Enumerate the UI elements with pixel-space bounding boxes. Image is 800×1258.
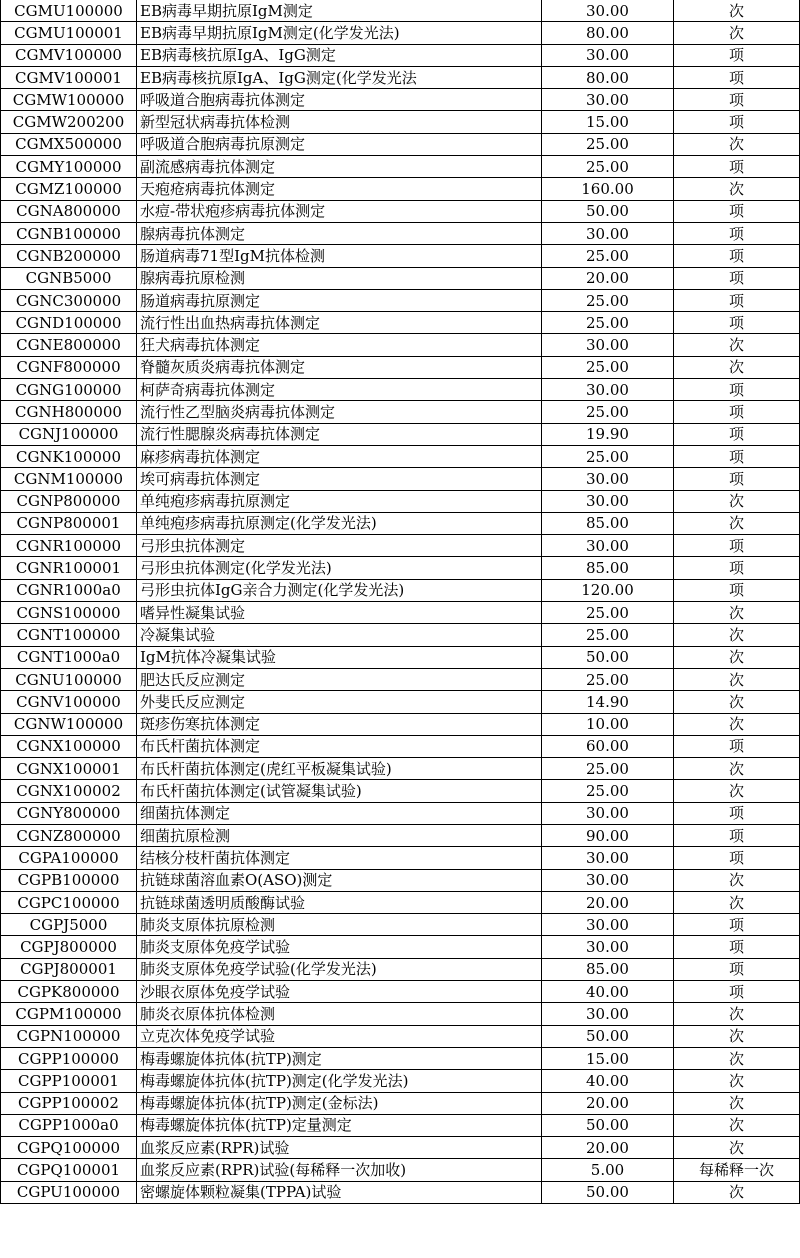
item-price-cell: 85.00 [542,557,674,579]
item-code-cell: CGMV100001 [1,66,137,88]
item-name-cell: 沙眼衣原体免疫学试验 [137,981,542,1003]
table-row [1,133,800,155]
item-code-cell: CGNB5000 [1,267,137,289]
table-row [1,602,800,624]
item-code-cell: CGMW100000 [1,89,137,111]
item-code-cell: CGMZ100000 [1,178,137,200]
item-name-cell: 副流感病毒抗体测定 [137,156,542,178]
item-unit-cell: 项 [674,557,800,579]
table-row [1,981,800,1003]
table-row [1,624,800,646]
item-name-cell: 狂犬病毒抗体测定 [137,334,542,356]
item-code-cell: CGPJ800001 [1,958,137,980]
item-unit-cell: 次 [674,691,800,713]
item-unit-cell: 项 [674,824,800,846]
item-name-cell: EB病毒早期抗原IgM测定(化学发光法) [137,22,542,44]
item-code-cell: CGNK100000 [1,445,137,467]
item-unit-cell: 项 [674,423,800,445]
item-price-cell: 25.00 [542,445,674,467]
table-row [1,312,800,334]
item-price-cell: 30.00 [542,44,674,66]
item-unit-cell: 项 [674,267,800,289]
item-unit-cell: 次 [674,624,800,646]
item-price-cell: 15.00 [542,1047,674,1069]
item-name-cell: 立克次体免疫学试验 [137,1025,542,1047]
item-price-cell: 15.00 [542,111,674,133]
item-price-cell: 25.00 [542,356,674,378]
item-name-cell: 密螺旋体颗粒凝集(TPPA)试验 [137,1181,542,1203]
item-price-cell: 30.00 [542,535,674,557]
table-row [1,334,800,356]
item-unit-cell: 项 [674,245,800,267]
item-price-cell: 25.00 [542,312,674,334]
table-row [1,758,800,780]
item-code-cell: CGNV100000 [1,691,137,713]
item-code-cell: CGNE800000 [1,334,137,356]
item-name-cell: 斑疹伤寒抗体测定 [137,713,542,735]
item-name-cell: 梅毒螺旋体抗体(抗TP)定量测定 [137,1114,542,1136]
item-price-cell: 20.00 [542,267,674,289]
item-code-cell: CGNX100001 [1,758,137,780]
item-price-cell: 5.00 [542,1159,674,1181]
item-name-cell: 抗链球菌透明质酸酶试验 [137,891,542,913]
item-unit-cell: 次 [674,646,800,668]
item-unit-cell: 项 [674,535,800,557]
item-code-cell: CGPU100000 [1,1181,137,1203]
table-row [1,1047,800,1069]
item-name-cell: 腺病毒抗体测定 [137,222,542,244]
table-row [1,178,800,200]
item-price-cell: 50.00 [542,646,674,668]
item-price-cell: 25.00 [542,624,674,646]
item-name-cell: 肺炎衣原体抗体检测 [137,1003,542,1025]
table-row [1,379,800,401]
item-unit-cell: 项 [674,156,800,178]
table-row [1,1114,800,1136]
table-row [1,691,800,713]
table-row [1,156,800,178]
table-row [1,445,800,467]
table-row [1,869,800,891]
item-code-cell: CGNF800000 [1,356,137,378]
item-price-cell: 25.00 [542,289,674,311]
item-code-cell: CGNR100001 [1,557,137,579]
item-name-cell: 肠道病毒71型IgM抗体检测 [137,245,542,267]
item-name-cell: 脊髓灰质炎病毒抗体测定 [137,356,542,378]
item-unit-cell: 次 [674,22,800,44]
item-name-cell: 细菌抗体测定 [137,802,542,824]
item-name-cell: EB病毒早期抗原IgM测定 [137,0,542,22]
table-row [1,200,800,222]
item-name-cell: 流行性出血热病毒抗体测定 [137,312,542,334]
table-row [1,847,800,869]
item-price-cell: 25.00 [542,780,674,802]
item-price-cell: 160.00 [542,178,674,200]
item-code-cell: CGNT100000 [1,624,137,646]
item-code-cell: CGNY800000 [1,802,137,824]
item-price-cell: 85.00 [542,958,674,980]
item-price-cell: 80.00 [542,66,674,88]
item-code-cell: CGPC100000 [1,891,137,913]
item-unit-cell: 次 [674,1070,800,1092]
table-row [1,1137,800,1159]
item-price-cell: 14.90 [542,691,674,713]
item-name-cell: 肺炎支原体免疫学试验(化学发光法) [137,958,542,980]
item-unit-cell: 次 [674,713,800,735]
item-price-cell: 30.00 [542,914,674,936]
table-row [1,579,800,601]
item-price-cell: 25.00 [542,668,674,690]
table-row [1,780,800,802]
item-price-cell: 40.00 [542,1070,674,1092]
item-unit-cell: 次 [674,602,800,624]
item-code-cell: CGPK800000 [1,981,137,1003]
item-unit-cell: 次 [674,490,800,512]
item-name-cell: 抗链球菌溶血素O(ASO)测定 [137,869,542,891]
item-name-cell: 埃可病毒抗体测定 [137,468,542,490]
table-row [1,66,800,88]
item-name-cell: 外斐氏反应测定 [137,691,542,713]
table-row [1,535,800,557]
item-unit-cell: 项 [674,289,800,311]
item-name-cell: 肥达氏反应测定 [137,668,542,690]
item-code-cell: CGMW200200 [1,111,137,133]
item-unit-cell: 项 [674,735,800,757]
item-code-cell: CGNM100000 [1,468,137,490]
item-code-cell: CGMU100000 [1,0,137,22]
item-code-cell: CGPQ100000 [1,1137,137,1159]
item-name-cell: 结核分枝杆菌抗体测定 [137,847,542,869]
item-price-cell: 30.00 [542,936,674,958]
item-name-cell: 血浆反应素(RPR)试验(每稀释一次加收) [137,1159,542,1181]
item-price-cell: 30.00 [542,468,674,490]
item-name-cell: 新型冠状病毒抗体检测 [137,111,542,133]
item-price-cell: 85.00 [542,512,674,534]
item-name-cell: 腺病毒抗原检测 [137,267,542,289]
table-row [1,1025,800,1047]
table-row [1,222,800,244]
item-name-cell: 流行性乙型脑炎病毒抗体测定 [137,401,542,423]
item-price-cell: 25.00 [542,245,674,267]
item-code-cell: CGNT1000a0 [1,646,137,668]
table-row [1,1159,800,1181]
table-row [1,22,800,44]
item-price-cell: 60.00 [542,735,674,757]
item-code-cell: CGPP1000a0 [1,1114,137,1136]
table-row [1,668,800,690]
item-unit-cell: 次 [674,1047,800,1069]
item-unit-cell: 次 [674,178,800,200]
item-name-cell: 弓形虫抗体测定 [137,535,542,557]
item-price-cell: 25.00 [542,133,674,155]
table-row [1,0,800,22]
table-row [1,557,800,579]
item-name-cell: 呼吸道合胞病毒抗原测定 [137,133,542,155]
item-code-cell: CGPB100000 [1,869,137,891]
table-row [1,89,800,111]
item-price-cell: 25.00 [542,602,674,624]
item-price-cell: 20.00 [542,1137,674,1159]
table-row [1,1070,800,1092]
item-unit-cell: 每稀释一次 [674,1159,800,1181]
item-unit-cell: 项 [674,89,800,111]
table-row [1,1181,800,1203]
item-unit-cell: 项 [674,445,800,467]
table-row [1,111,800,133]
item-price-cell: 25.00 [542,156,674,178]
item-price-cell: 50.00 [542,1181,674,1203]
item-unit-cell: 项 [674,312,800,334]
item-price-cell: 50.00 [542,1114,674,1136]
item-code-cell: CGPN100000 [1,1025,137,1047]
item-code-cell: CGNZ800000 [1,824,137,846]
item-code-cell: CGNC300000 [1,289,137,311]
item-code-cell: CGNU100000 [1,668,137,690]
item-price-cell: 30.00 [542,334,674,356]
item-name-cell: 柯萨奇病毒抗体测定 [137,379,542,401]
item-name-cell: 梅毒螺旋体抗体(抗TP)测定(化学发光法) [137,1070,542,1092]
item-name-cell: 单纯疱疹病毒抗原测定 [137,490,542,512]
item-unit-cell: 项 [674,200,800,222]
item-price-cell: 19.90 [542,423,674,445]
fee-table-body [1,0,800,1204]
item-code-cell: CGPQ100001 [1,1159,137,1181]
item-price-cell: 90.00 [542,824,674,846]
item-code-cell: CGNJ100000 [1,423,137,445]
item-price-cell: 30.00 [542,222,674,244]
item-code-cell: CGNA800000 [1,200,137,222]
item-code-cell: CGNX100002 [1,780,137,802]
item-code-cell: CGPJ5000 [1,914,137,936]
item-price-cell: 25.00 [542,401,674,423]
item-code-cell: CGPP100001 [1,1070,137,1092]
item-name-cell: 肺炎支原体抗原检测 [137,914,542,936]
table-row [1,245,800,267]
table-row [1,267,800,289]
table-row [1,1003,800,1025]
item-unit-cell: 次 [674,334,800,356]
item-unit-cell: 项 [674,936,800,958]
item-code-cell: CGNH800000 [1,401,137,423]
item-code-cell: CGMV100000 [1,44,137,66]
item-name-cell: 布氏杆菌抗体测定(试管凝集试验) [137,780,542,802]
table-row [1,735,800,757]
item-price-cell: 120.00 [542,579,674,601]
item-price-cell: 30.00 [542,847,674,869]
item-code-cell: CGNP800000 [1,490,137,512]
item-code-cell: CGPP100000 [1,1047,137,1069]
item-unit-cell: 项 [674,914,800,936]
item-name-cell: 梅毒螺旋体抗体(抗TP)测定(金标法) [137,1092,542,1114]
item-price-cell: 50.00 [542,1025,674,1047]
item-code-cell: CGND100000 [1,312,137,334]
item-unit-cell: 项 [674,847,800,869]
item-name-cell: 单纯疱疹病毒抗原测定(化学发光法) [137,512,542,534]
item-unit-cell: 项 [674,802,800,824]
table-row [1,646,800,668]
item-unit-cell: 项 [674,379,800,401]
item-code-cell: CGNR1000a0 [1,579,137,601]
item-name-cell: 流行性腮腺炎病毒抗体测定 [137,423,542,445]
table-row [1,512,800,534]
item-unit-cell: 次 [674,1114,800,1136]
item-price-cell: 20.00 [542,1092,674,1114]
item-name-cell: EB病毒核抗原IgA、IgG测定 [137,44,542,66]
item-price-cell: 50.00 [542,200,674,222]
item-unit-cell: 项 [674,981,800,1003]
item-code-cell: CGPM100000 [1,1003,137,1025]
table-row [1,356,800,378]
item-price-cell: 30.00 [542,89,674,111]
item-code-cell: CGNR100000 [1,535,137,557]
item-name-cell: 天疱疮病毒抗体测定 [137,178,542,200]
table-row [1,468,800,490]
item-unit-cell: 次 [674,1003,800,1025]
item-unit-cell: 次 [674,869,800,891]
table-row [1,802,800,824]
item-unit-cell: 项 [674,468,800,490]
item-name-cell: 水痘-带状疱疹病毒抗体测定 [137,200,542,222]
item-name-cell: 弓形虫抗体IgG亲合力测定(化学发光法) [137,579,542,601]
table-row [1,1092,800,1114]
item-unit-cell: 项 [674,579,800,601]
item-name-cell: 布氏杆菌抗体测定 [137,735,542,757]
item-price-cell: 30.00 [542,869,674,891]
item-unit-cell: 项 [674,66,800,88]
table-row [1,44,800,66]
item-code-cell: CGMU100001 [1,22,137,44]
item-name-cell: 肺炎支原体免疫学试验 [137,936,542,958]
item-name-cell: 肠道病毒抗原测定 [137,289,542,311]
table-row [1,936,800,958]
item-name-cell: 嗜异性凝集试验 [137,602,542,624]
item-unit-cell: 项 [674,958,800,980]
item-code-cell: CGNS100000 [1,602,137,624]
table-row [1,289,800,311]
item-unit-cell: 次 [674,0,800,22]
item-name-cell: 布氏杆菌抗体测定(虎红平板凝集试验) [137,758,542,780]
item-unit-cell: 项 [674,222,800,244]
item-unit-cell: 次 [674,356,800,378]
item-name-cell: 呼吸道合胞病毒抗体测定 [137,89,542,111]
item-code-cell: CGMY100000 [1,156,137,178]
item-price-cell: 30.00 [542,0,674,22]
item-price-cell: 80.00 [542,22,674,44]
item-code-cell: CGNG100000 [1,379,137,401]
item-unit-cell: 次 [674,758,800,780]
table-row [1,401,800,423]
item-name-cell: 麻疹病毒抗体测定 [137,445,542,467]
item-unit-cell: 次 [674,668,800,690]
item-price-cell: 25.00 [542,758,674,780]
item-price-cell: 10.00 [542,713,674,735]
item-price-cell: 20.00 [542,891,674,913]
item-code-cell: CGNB100000 [1,222,137,244]
item-price-cell: 40.00 [542,981,674,1003]
table-row [1,490,800,512]
table-row [1,423,800,445]
table-row [1,824,800,846]
item-name-cell: 细菌抗原检测 [137,824,542,846]
item-code-cell: CGPJ800000 [1,936,137,958]
item-unit-cell: 次 [674,1181,800,1203]
item-unit-cell: 次 [674,512,800,534]
item-price-cell: 30.00 [542,490,674,512]
item-unit-cell: 项 [674,44,800,66]
item-price-cell: 30.00 [542,1003,674,1025]
item-name-cell: 血浆反应素(RPR)试验 [137,1137,542,1159]
table-row [1,891,800,913]
item-unit-cell: 次 [674,1137,800,1159]
item-unit-cell: 次 [674,1025,800,1047]
item-name-cell: 弓形虫抗体测定(化学发光法) [137,557,542,579]
item-name-cell: EB病毒核抗原IgA、IgG测定(化学发光法 [137,66,542,88]
item-name-cell: 梅毒螺旋体抗体(抗TP)测定 [137,1047,542,1069]
item-unit-cell: 次 [674,133,800,155]
item-code-cell: CGMX500000 [1,133,137,155]
item-code-cell: CGNP800001 [1,512,137,534]
item-code-cell: CGNX100000 [1,735,137,757]
item-unit-cell: 项 [674,401,800,423]
item-unit-cell: 次 [674,780,800,802]
table-row [1,914,800,936]
table-row [1,958,800,980]
item-price-cell: 30.00 [542,802,674,824]
item-unit-cell: 次 [674,891,800,913]
item-code-cell: CGNW100000 [1,713,137,735]
item-price-cell: 30.00 [542,379,674,401]
item-name-cell: IgM抗体冷凝集试验 [137,646,542,668]
item-unit-cell: 项 [674,111,800,133]
item-code-cell: CGPA100000 [1,847,137,869]
item-unit-cell: 次 [674,1092,800,1114]
item-name-cell: 冷凝集试验 [137,624,542,646]
table-row [1,713,800,735]
item-code-cell: CGPP100002 [1,1092,137,1114]
item-code-cell: CGNB200000 [1,245,137,267]
